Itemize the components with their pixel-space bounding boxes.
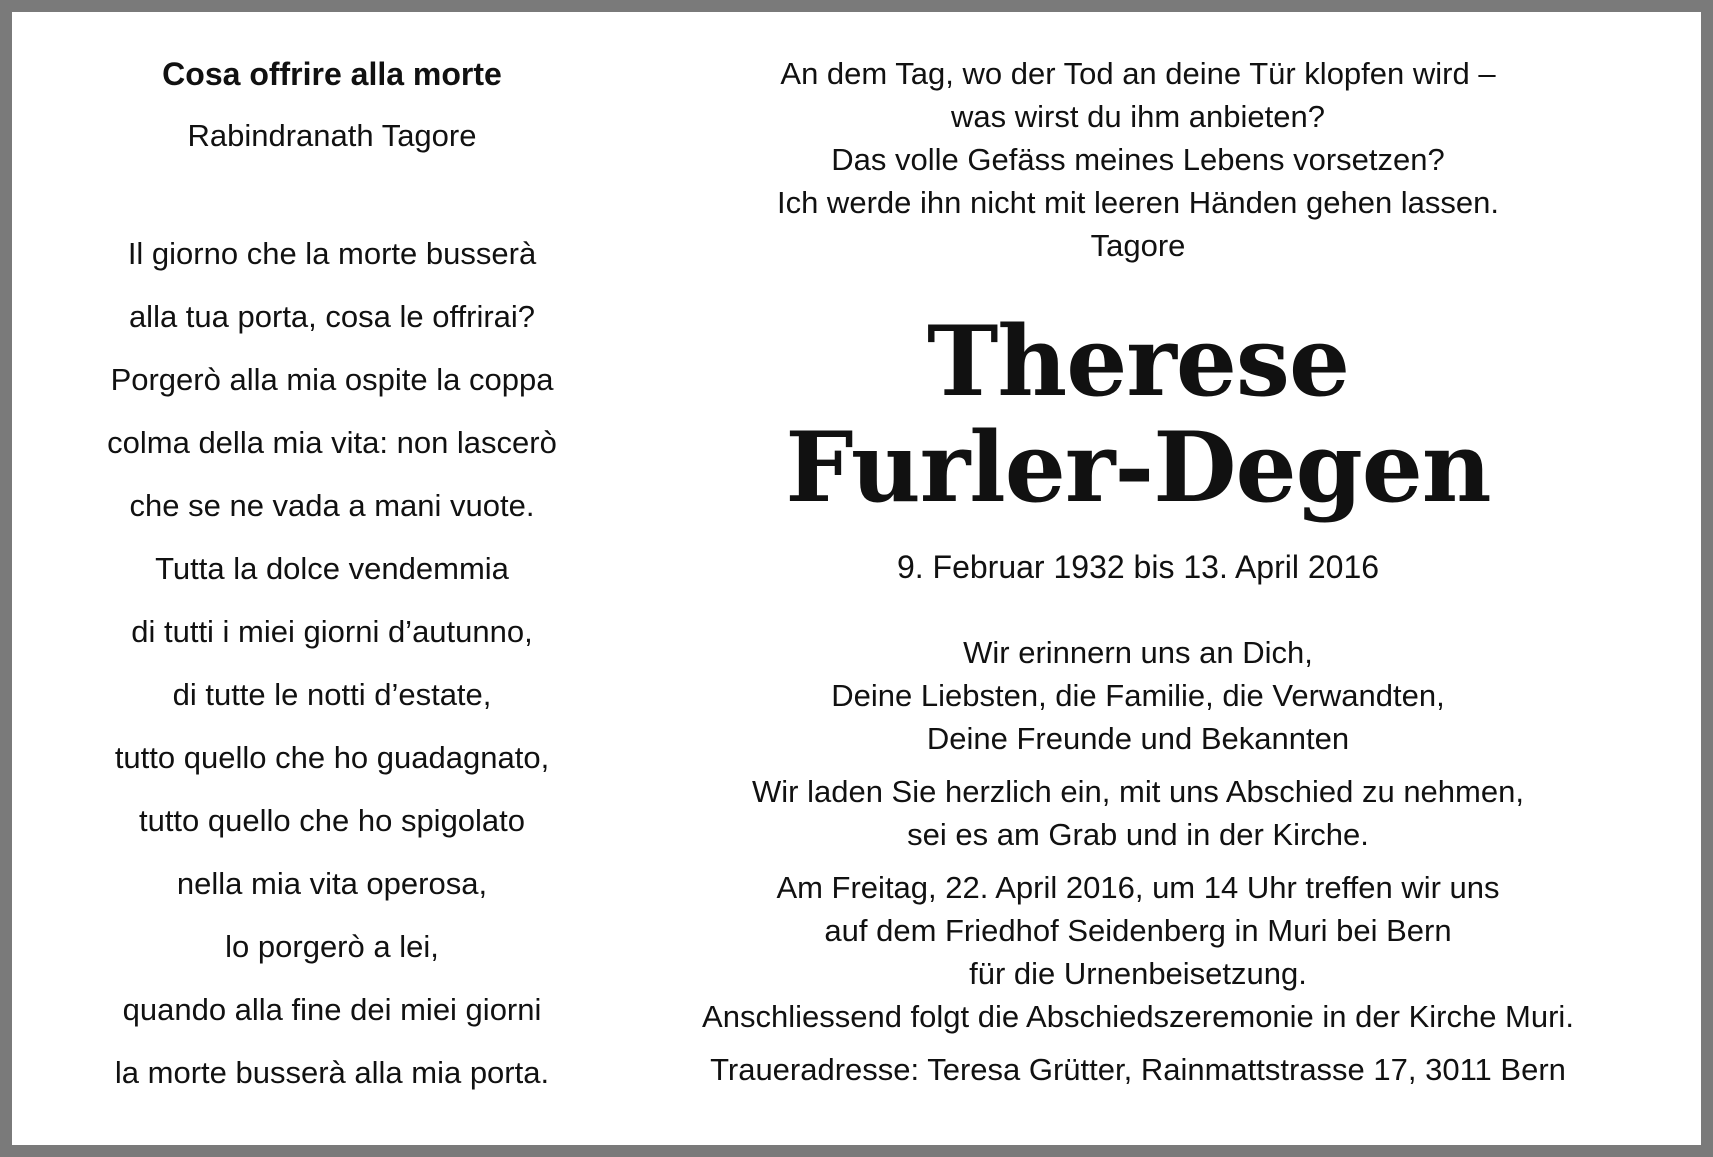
poem-column xyxy=(52,52,612,1104)
invitation-text xyxy=(612,770,1664,856)
deceased-last-name: Furler-Degen xyxy=(785,411,1491,524)
remembrance-text xyxy=(612,631,1664,760)
ceremony-line: für die Urnenbeisetzung. xyxy=(969,956,1307,991)
quote-line: was wirst du ihm anbieten? xyxy=(951,99,1325,134)
poem-line: Porgerò alla mia ospite la coppa xyxy=(110,362,554,397)
poem-line: di tutte le notti d’estate, xyxy=(172,677,492,712)
poem-line: nella mia vita operosa, xyxy=(176,866,488,901)
poem-line: Il giorno che la morte busserà xyxy=(127,236,537,271)
poem-title: Cosa offrire alla morte xyxy=(162,56,502,92)
ceremony-line: auf dem Friedhof Seidenberg in Muri bei Bern xyxy=(824,913,1452,948)
poem-line: la morte busserà alla mia porta. xyxy=(114,1055,550,1090)
poem-line: tutto quello che ho spigolato xyxy=(138,803,526,838)
poem-line: quando alla fine dei miei giorni xyxy=(122,992,542,1027)
remembrance-line: Wir erinnern uns an Dich, xyxy=(963,635,1313,670)
ceremony-line: Anschliessend folgt die Abschiedszeremonie in der Kirche Muri. xyxy=(702,999,1574,1034)
poem-author: Rabindranath Tagore xyxy=(187,118,477,153)
poem-line: Tutta la dolce vendemmia xyxy=(155,551,509,586)
poem-line: che se ne vada a mani vuote. xyxy=(129,488,535,523)
notice-column xyxy=(612,52,1664,1091)
remembrance-line: Deine Freunde und Bekannten xyxy=(926,721,1350,756)
invitation-line: sei es am Grab und in der Kirche. xyxy=(907,817,1369,852)
remembrance-line: Deine Liebsten, die Familie, die Verwandten, xyxy=(831,678,1445,713)
poem-line: tutto quello che ho guadagnato, xyxy=(114,740,550,775)
quote-line: Ich werde ihn nicht mit leeren Händen gehen lassen. xyxy=(776,185,1500,220)
poem-line: colma della mia vita: non lascerò xyxy=(107,425,557,460)
poem-line: alla tua porta, cosa le offrirai? xyxy=(128,299,536,334)
quote-line: Das volle Gefäss meines Lebens vorsetzen? xyxy=(831,142,1445,177)
ceremony-text xyxy=(612,866,1664,1038)
quote-author: Tagore xyxy=(1090,228,1186,263)
deceased-name xyxy=(612,305,1664,524)
obituary-notice xyxy=(12,12,1701,1145)
deceased-first-name: Therese xyxy=(926,305,1350,418)
invitation-line: Wir laden Sie herzlich ein, mit uns Abschied zu nehmen, xyxy=(752,774,1524,809)
poem-text xyxy=(52,222,612,1104)
ceremony-line: Am Freitag, 22. April 2016, um 14 Uhr treffen wir uns xyxy=(776,870,1500,905)
quote-line: An dem Tag, wo der Tod an deine Tür klopfen wird – xyxy=(780,56,1496,91)
mourning-address: Traueradresse: Teresa Grütter, Rainmattstrasse 17, 3011 Bern xyxy=(710,1052,1566,1087)
poem-line: di tutti i miei giorni d’autunno, xyxy=(131,614,533,649)
german-quote xyxy=(612,52,1664,224)
poem-line: lo porgerò a lei, xyxy=(225,929,439,964)
life-dates: 9. Februar 1932 bis 13. April 2016 xyxy=(896,549,1380,585)
